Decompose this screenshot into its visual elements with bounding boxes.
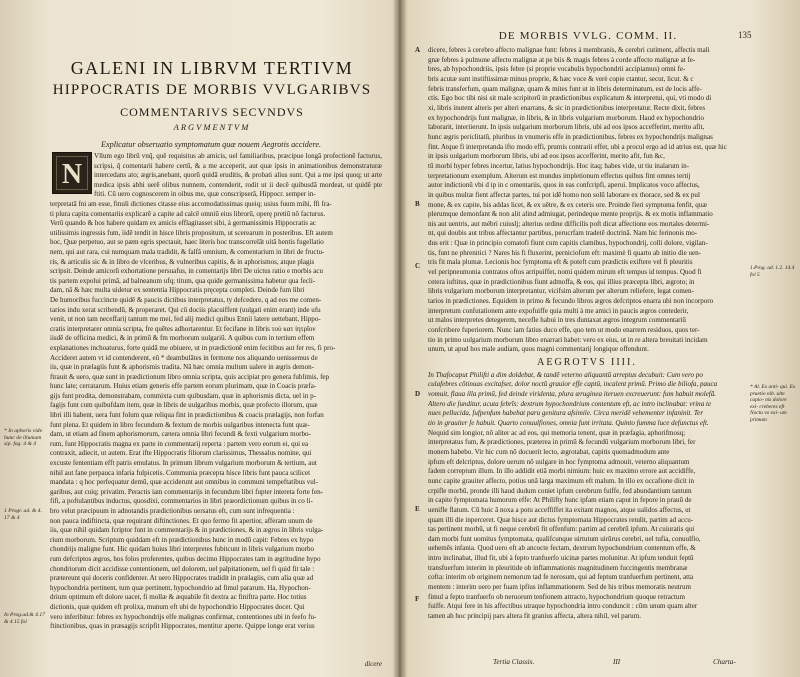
text-line: iisdē de officina medici, & in primū & fm morborum uulgariū. A quibus cum in tertium effem [50,334,315,343]
text-line: garibus, aut cuiq; privatim. Peractis iam commentarijs in fecundum libri fupter intereta forte fen- [50,487,323,496]
side-letter: D [415,390,421,398]
argument-subtitle: Explicatur obseruatio symptomatum quæ nouem Aegrotis accidere. [100,140,322,149]
text-line: ti plura capita comentariis explicarē a capite ad calcē omniū eius librorū, operę pretiū nō facturus. [50,209,326,218]
text-line: ctis. Ego hoc tibi nisi sit male scripitorū in prædictionibus explicatum & interpretui, qui, vti modo di [428,94,712,103]
text-line: rum defcriptos ægros, hos folos proferentes, quibus decimo Hippocrates tam in ægritudine hypo [50,554,321,563]
left-page [0,0,397,677]
text-line: rum, funt Hippocratis magna ex parte in commentarij reperta : partem vero eorum ei, qui ea [50,439,309,448]
text-line: bro velut præcipuum in adnotandis prædictionibus uersatus eft, cum sunt infrequentia : [50,507,295,515]
text-line: venit, ut non tam neceffarij tantum me mei, fed alij medici quibus Ennii latere uettebant, Hippo- [50,315,321,324]
text-line: rium morborum. Scriptum quiddam eft in prædictionibus hunc in modū capit: Febres ex hypo [50,535,314,544]
text-line: vero inferibitur: febres ex hypochondrijs elfe malignas confirmat, contentiones ubi in feefo fu- [50,612,317,621]
text-line: nihil aut fane perpauca infaria fulpicetis. Communia præcepta hisce libris funt pauca scilicet [50,468,311,477]
left-body-text [50,152,382,632]
right-body-text [428,46,746,622]
text-line: fuiffe. Atqui fere in his affectibus utraque hypochondria intro conduncit : cūm unum quam alter [428,602,698,611]
text-line: tis, funt ne phrenitici ? Nares his fi fluxerint, perniciofum eft: maximè fi quarto ab initio die uen- [428,248,701,257]
text-line: tris fit mala plumæ. Lecionis hoc fymptoma eft & poteft cum prædictis exiftere vel fi pleuritis [428,258,693,267]
text-line: nem, qui aut rara, cui numquam mala tradidit, & falfā omnium, & comentarium in libri de fructu- [50,247,325,256]
text-line: non pauca indiftincta, quæ requirant diftinctiones. Et quo fermo fit apertior, afferam unum de [50,516,313,525]
text-line: dam morbi funt uomitus fymptomata, qualifcunque uirtutum uirūrus cerebri, uel tufia, conuulfio, [428,534,701,543]
text-line: quam illi die inperceret. Quæ hisce aut dictus fymptomata Hippocrates retulit, partim ad accu- [428,515,694,524]
text-line: tamen ab hoc principij pars altera fit granius affecta, altera nihil, vel parum. [428,612,641,621]
text-line: ftinctionibus, quas in præsagijs scripfit Hippocrates, mentitur aperte. Quippe longe erat verius [50,622,315,631]
text-line: De humoribus fuccincte quidē & paucis dictibus interpretatus, ty defcedere, q ad eos me comen- [50,295,322,304]
text-line: dam, ut etiam ad finem aphorismorum, cætera omnia libri fecundi & fexti vulgarium morbo- [50,430,311,439]
text-line: fifi, a poftulantibus inductus, quosdixi, commentarios in libri præordictionum quibus in co li- [50,497,313,506]
main-heading: GALENI IN LIBRVM TERTIVM [70,58,354,78]
signature-note: Tertia Classis. [493,658,535,666]
text-line: tio in grauiter fe habuit. Quarto conuulfiones, omnia funt irritata. Quinto fumma luce defunctus eft. [428,418,709,427]
text-line: mone, & ex capite, his addas licet, & ex uētre, & ex ceteris ore. Proinde fieri symptoma fenfit, quæ [428,200,708,209]
text-line: Verū quando & hos habere quidam ex amicis efflagitasset sibi, à germanissimis Hippocratis ac [50,219,317,228]
text-line: Nequid sim longior, nō aliter ac ad eos, qui memoria tenent, quæ in præfagia, aphorifmosq; [428,428,686,437]
argument-heading: ARGVMENTVM [173,122,251,132]
text-line: mandata : q hoc perfequatur demū, quæ acciderunt aut omnibus in communi tempeftatibus vul- [50,478,319,487]
text-line: cofta: interim ob originem nemorum tad fe nerosum, qui ad feptum tranfuerfum pertinent, atta [428,573,694,582]
initial-letter: N [61,159,83,190]
text-line: vomuit, flaua illa primū, fed deinde viridenta, plura æruginea iteruen excreuerunt: fum habuit molefā. [428,389,717,398]
text-line: uehemēs infania. Quod uero eft ab ancocte fectam, dextrum hypochondrium contentum effe, & [428,544,696,553]
side-letter: A [415,46,421,54]
text-line: funt plena. Et quidem in libro fecundum & fextum de morbis uulgaribus intenecta funt quæ- [50,420,310,429]
text-line: In Thafocaput Philifti a dim doldebat, & tandē veterno aliquantū arreptus decubuit: Cum vero po [428,370,703,379]
text-line: ex hypochondrijs funt malignæ, in libris, & in libris vulgarium morborum. Haud ex hypochondrio [428,113,704,122]
text-line: Accideret autem vt id contenderent, eū * deambulātes in fermone nos aliquando uenissemus de [50,353,318,362]
text-line: uenifle flatum. Cū huic ā noxa a potu acceffiffet ita exitant magnos, atque ualidos affectus, ut [428,505,691,514]
text-line: tarios indu xerat scribendū, & properaret. Qui cū dociis placuiffent (uulgati enim erant) inde ufu [50,305,321,314]
text-line: laborarit, interiierunt. In ipsis uulgarium morborum libris, ubi ad eos ipsos accefferint, merito afit, [428,123,705,132]
text-line: terpretationum exemplum. Alterum est mundus impletionum effectus quibus fint omnes tertij [428,171,691,180]
text-line: scripsit. Deinde amicorū exhortatione persuafus, in comentarijs libri De uictus ratio e morbis acu [50,267,323,276]
hippocratic-text [428,371,746,429]
text-line: xi, libris inutent alteris per alteri enarrans, & sic in prædictionibus interpretatur. Recte dixit, febres [428,103,706,112]
text-line: explanationes inchoaturus, forte quidā me obiuere, ut in prædictionē enim fecitibus aut fer res, fi pro- [50,343,336,352]
text-line: fint. Atque fi interpretanda ifto modo effi, prumis contrarii effet, ubi a procul ergo ad id atrius est, quæ hic [428,142,727,151]
text-line: bris acutæ sunt instiftissimæ minus proprie, & hæc voce & verè copie ctantur, secut, licut. & c [428,74,694,83]
left-margin-note: 1 Progr. ad. & 4. 17 & 4 [4,508,42,521]
text-line: ut malos interpretes detegerem, necefle habui in tres duntaxat ægros integrum commentariū [428,316,686,325]
text-line: Altero die funditur, acuta febrīs: dextrum hypochondrium contentum eft, ac intro inclinabat: vrina te [428,399,712,408]
text-line: confcribere fuperiorem. Nunc iam fatius duco effe, quo tem ut modo enarrem residuos, quos ter- [428,326,700,335]
text-line: dicere, febres à cerebro affecto malignae funt: febres à membranis, & cerebri cutiment, affectis mali [428,46,710,54]
running-head: DE MORBIS VVLG. COMM. II. [498,30,678,42]
text-line: dictionis, quæ quidem eft prolixa, munum eft ubi de hypochondrio Hippocrates docet. Qui [50,602,305,611]
section-heading: AEGROTVS IIII. [537,357,637,368]
text-line: transfuerfum interim in pleuritide ob inflammationis magnitudinem fuccingentis membranæ [428,563,688,572]
text-line: fadem correptum illum. In illo addidit etiā morbi nimium: huic ex maximo errore aut accidiffe, [428,467,696,476]
text-line: chondriorum dicit accidisse contentionem, uel dolorem, uel palpitationem, uel fi quid fit tale : [50,564,315,573]
text-line: dam, nā & hæc multa uidetur ex sententia Hippocratis pręcepta completi. Deinde fum libri [50,286,305,295]
text-line: nunc capite grauiter affecto, potius unā larga maximum eft malum. In illo ex occafione dicit in [428,476,695,485]
text-line: autor indictionū vbi d ip in c omentariis, quos in eas confcripfi, aperui. Implicatos voco affectus, [428,181,700,190]
text-line: prætereunt qui doceris confidenter. At uero Hippocrates tradidit in prælagiis, cum alia quæ ad [50,574,314,583]
text-line: unum, ut apud hos male audiam, quos magni commentarij longique offendunt. [428,345,649,354]
side-letter: E [415,505,420,513]
text-line: libris vulgarium morborum interpretantur, vicifsim alterum per alterum reliefere, legat comen- [428,287,694,296]
right-margin-note: * Al. Ex anti- qui. Ex pruetio nib. ulte capio- nis dolore exi- creberes eft Noctu vo exi- um primum [750,384,796,423]
heading-line-3: COMMENTARIVS SECVNDVS [120,105,304,119]
text-line: nt, qui doubis aut tribus affectantur partibus, perucrfam tradetē doctrinā. Nam hic ferinonis mo- [428,229,698,238]
text-line: tū morbi hyper febres incertur, latius hypochondrijs. Hoc itaq; habes vide, ut tiu inalarum in- [428,161,689,170]
text-line: hoc, Quæ perpetuo, aut se pæm egris spectauit, haec literis hoc transcorrelāt uitā hentis fugellatio [50,238,324,247]
text-line: interpretatus fum, & prædictiones, præterea in primū & fecundū vulgarium morborum libri, fer [428,438,696,447]
right-page [403,0,800,677]
right-catchword: Charta- [713,658,736,666]
text-line: utilissimis ingressis fum, iidē tendit in hisce libris propositum, ut scerearum in posteribus. Eft autem [50,228,333,237]
text-line: hunc late; cerratarum. Huius etiam generis effe partem eorum plurimam, quæ in Coacis præfa- [50,382,317,391]
text-line: crpifle morbū, pronde illi haud dudum coniet ipfum cerebrum fuiffe, fed abundantium tantum [428,486,692,495]
text-line: iis, quæ in prælagiis funt & aphorismis tradita. Nā hæc omnia multum ualere in ægris demon- [50,363,315,372]
text-line: tio in primo uulgarium morborum libro enarrari habet: vero ex eius, ut in re altera breuitati incidam [428,335,708,344]
commentary-text-2 [428,429,746,622]
commentary-text [428,46,746,355]
text-line: mentem : interim uero per fuam ipfius inflammationem. Sed de his tribus memoratis neutrum [428,583,692,592]
text-line: libri illi habent, uera funt folum quæ reliqua fint in prædictionibus & coacis prælagijs, non forfan [50,411,324,420]
signature-mark: III [613,658,621,666]
text-line: ipfum eft delcriptus, dolore uerum nō uulgare in hoc fymptoma admouit, veterno aliquantum [428,457,690,466]
text-line: plerumque demonfant & non alit alind admiugat, perindeque mente proprijs. & ex motis inflammatio [428,210,713,219]
left-catchword: dicere [364,660,382,668]
text-line: tas pertinent morbū, ut fi neque cerebrū fit offenfum: partim ad cerebrū ipfum. At cuiuratis qui [428,525,695,534]
text-line: nis aut uentris, aut mébri cuiuslj; alterius ordine difficilis poft dicat affectione eos mortales determi- [428,219,710,228]
text-line: terpretatā fni am esse, finuli dictiones citasse eius accomodatissimas queiq; usius fuum mihi, ffi fra- [50,200,332,208]
text-line: bres, ab hypochondriis, ipsis febre (si proprie vocabulis hypochondrii accipiamus) omni fe- [428,65,686,74]
text-line: culafebres cōtinuas excitafset, dolor noctū grauior effe captū, incalent primū. Primo die biliofa, pauca [428,380,718,389]
right-margin-note: 1.Prog. ad. 1.2. 14.4 fol 5 [750,265,795,278]
text-line: chondrijs maligne funt. Hic quidam huius libri interpretes fubitcunt in libris vulgarium morbo [50,545,315,554]
text-line: contraxit, adiecit, ut autem. Erat ifte Hippocratis filiorum clarissimus, Thessalus nomine, qui [50,449,312,458]
heading-line-2: HIPPOCRATIS DE MORBIS VVLGARIBVS [52,82,372,98]
text-line: gijs funt prodita, demonstrabam, commixta cum quibusdam, quæ in aphorismis dicta, uel in p- [50,391,316,400]
text-line: interpretum confutationem ante expofuiffe quia multi à me amici in paucis ægros contederir, [428,306,689,315]
text-line: nues pellucida, fufpenfum habebat paru genitura afsimile. Circa meridē vehementer infaninit. Ter [428,409,704,418]
text-line: in quibus multæ fient affectæ partes, tui pot idē homo non solū laborare ex thorace, sed & ex pul [428,190,700,199]
text-line: ftrauit & uero, quæ sunt in prædictionum libro omnia scripta, quis accipiat pro genera fublimis, fep [50,372,330,381]
text-line: in ipsis uulgarium morborum libris, ubi ad eos ipsos accefferint, merito afit, fun &c, [428,152,665,161]
left-margin-note: * In aphoris vide hunc de illumam sip. fag. 4 & 4 [4,428,43,448]
text-line: iis, quæ nihil quidam fcriptor funt in commentarijs & in prædictiones, & in ægros in libris vulga- [50,526,324,535]
text-line: vel peripneumonia contratos oftos arripuiffet, nomi quidem mirum eft tempus id tempus. Quod fi [428,268,702,277]
page-number: 135 [738,30,752,40]
text-line: drium optimum eft dolore uacet, fi mollæ & æquabile fit dextra ac finiftra parte. Hoc totius [50,593,307,602]
text-line: tarios in prædictiones. Equidem in primo & fecundo libros ægros defcriptos enarra ubi non incorporo [428,297,714,306]
text-line: gnæ febres à pulmone affecto malignæ at pe biis & magis febres à corde affecto malignæ at fe- [428,55,696,64]
side-letter: C [415,262,421,270]
text-line: intro inclinabat, illud fit, ubi à fepto tranfuerfo uicinæ partes molunitur. At ipfum tenduit feptū [428,554,694,563]
text-line: Vllum ego librū vnq̃, quẽ requisitus ab amicis, uel familiaribus, præcipue longā profectionē facturus, scripsi, q̃ comentarii habere certū, & a me acceperit, aut quæ ipsis in animationibus demonstraturæ intercedans ato; ægris,anebant, quorū quidā eruditis, & probati alius sunt. Qui a me ipsi quoq; ut arte medica ipsis abhi uerē olibus nunnem, contenderit, rodit ut ii decē quibusdā mordeat, ut quidē pte ftiti. Cū uero cognoscerem in oibus me, quæ conscripserā, Hippocr. semper in- [94,152,382,199]
text-line: cratis interpretarer omnia scripta, fre quētes adhortarentur. Et fecifane in libris τού κατ ἰητρῖον [50,324,316,333]
text-line: hunc ægris periclitatū, pluribus in vnumeris effe in prædictionibus, febres ex hypochondrijs malignas [428,132,713,141]
text-line: fimul a fepto tranfuerfo ob neruorum tenfionem attracto, hypochondrium quoque retractum [428,592,685,601]
text-line: hypochondria pertinent, tum quæ pertinent, hypochondrio ad fimul pararum. Ha, Hypochon- [50,583,311,592]
text-line: in capite fymptomata humorum effe: At Philifty hunc ipfam etiam caput in fepore in prauū de [428,496,692,505]
text-line: dus erit : Quæ in principio comatofi fiunt cum capitis clamibus, hypochondrij, colli dolore, vigilan- [428,239,708,248]
text-line: tis partem expolui primā, ad balneanum ufq; titum, qua quide germanissima habetur qua fecli- [50,276,316,285]
text-line: excuste fententiam efft patris emulatus. In primum librum vulgarium morborum & tertium, aut [50,459,317,468]
text-line: febris transferfum, quam malignæ, quam & mites funt ut in libris determinatum, est de locis affe- [428,84,702,93]
left-margin-note: In Prog.ad.& 4.17 & 4.15 fol [4,612,45,625]
side-letter: F [415,595,420,603]
side-letter: B [415,200,420,208]
text-line: monem habebo. Vir hic cum nō docuerit lecto, ægrotabat, capitis quemadmodum ante [428,447,670,456]
text-line: cetera iuftitus, quæ in prædictionibus fiunt admoffa, & eos, qui illius præcepta libri, ægroto; in [428,277,695,286]
text-line: ris, & articulis sic & in libro de vlceribus, & vulneribus capitis, & in aphorismos, atque plagis [50,257,315,266]
text-line: fagijs funt cum quibufdam item, quæ in libris de uulgaribus morbis, quæ profecto illorum, quæ [50,401,318,410]
